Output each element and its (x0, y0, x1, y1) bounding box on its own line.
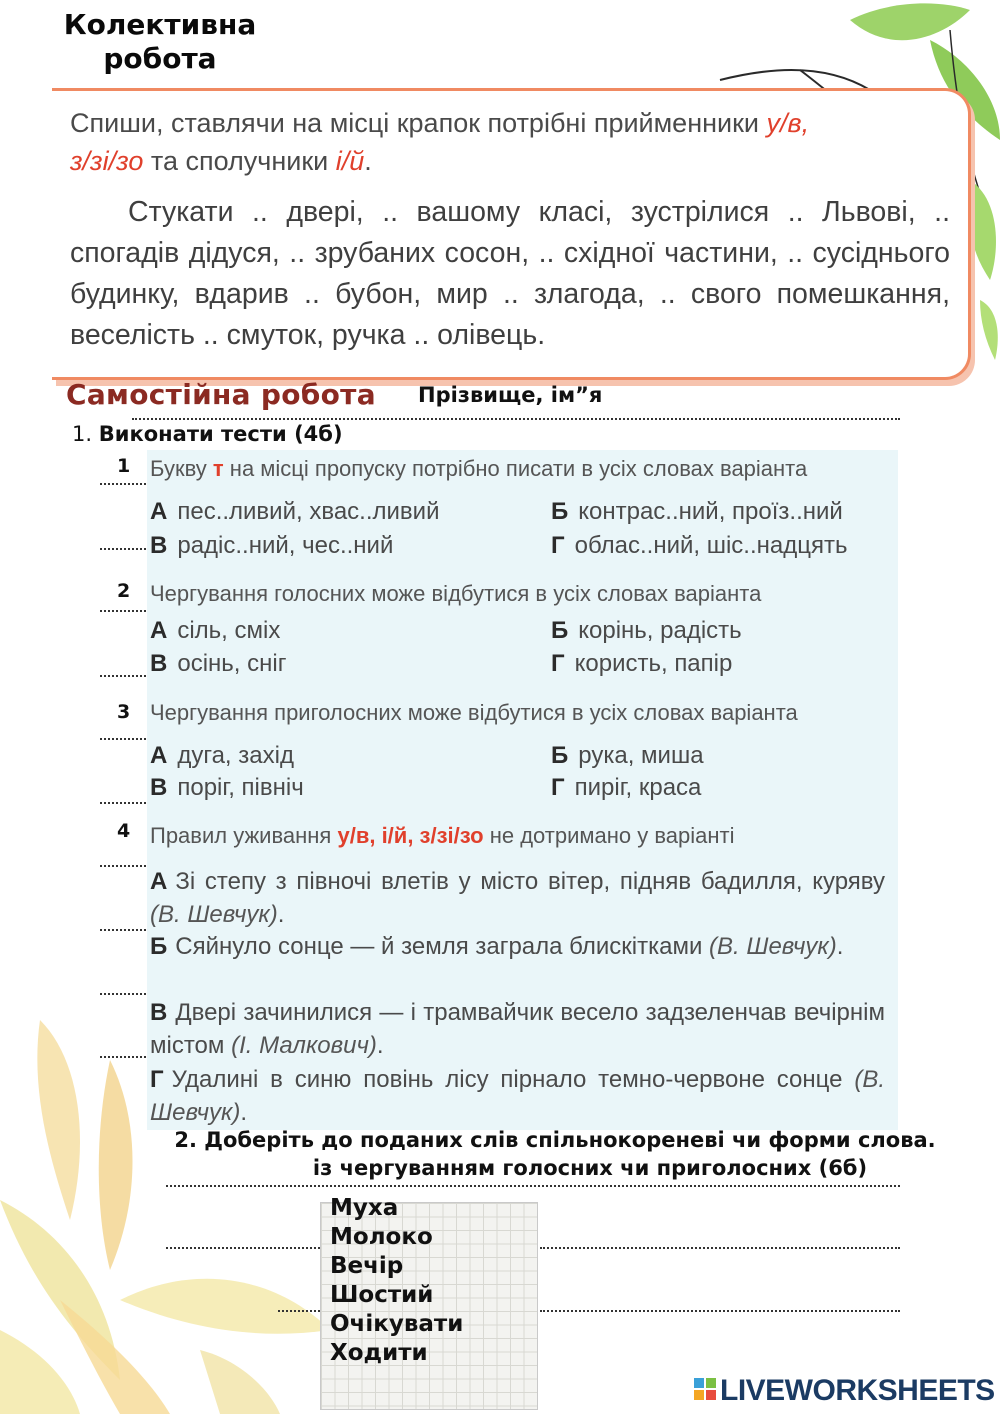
option-letter: Г (551, 650, 565, 677)
liveworksheets-logo-text (720, 1374, 995, 1408)
option-letter: В (150, 532, 168, 559)
answer-line[interactable] (100, 483, 146, 485)
option-v (150, 532, 393, 560)
option-v (150, 774, 304, 802)
option-letter: А (150, 868, 168, 895)
option-letter: Г (551, 774, 565, 801)
answer-line[interactable] (100, 675, 146, 677)
task2-heading-line2: із чергуванням голосних чи приголосних (6б) (312, 1156, 868, 1180)
option-letter: А (150, 617, 168, 644)
option-text: корінь, радість (578, 617, 742, 644)
answer-line[interactable] (100, 548, 146, 550)
word-item: Шостий (330, 1282, 434, 1308)
option-g (150, 1063, 885, 1129)
option-author: (В. Шевчук) (150, 901, 278, 928)
option-text: контрас..ний, проїз..ний (578, 498, 843, 525)
option-letter: Г (551, 532, 565, 559)
option-letter: В (150, 650, 168, 677)
option-letter: А (150, 498, 168, 525)
instruction-text-2: та сполучники (143, 146, 336, 176)
question-highlight: у/в, і/й, з/зі/зо (337, 823, 484, 848)
option-b (551, 498, 843, 526)
option-text: пиріг, краса (574, 774, 702, 801)
instruction-text-3: . (364, 146, 372, 176)
question-number: 3 (117, 701, 131, 723)
card-exercise-text: Стукати .. двері, .. вашому класі, зустрілися .. Львові, .. спогадів дідуся, .. зрубаних сосон, .. східної частини, .. сусіднього будинку, вдарив .. бубон, мир .. злагода, .. свого помешкання, веселість .. смуток, ручка .. олівець. (70, 196, 950, 351)
question-text: Чергування приголосних може відбутися в усіх словах варіанта (150, 700, 798, 725)
task2-answer-line[interactable] (166, 1247, 320, 1249)
option-text: Двері зачинилися — і трамвайчик весело задзеленчав вечірнім містом (150, 999, 885, 1059)
option-g (551, 774, 701, 802)
option-text: поріг, північ (177, 774, 304, 801)
task1-number: 1. (72, 422, 93, 446)
option-letter: Б (551, 742, 569, 769)
option-text: облас..ний, шіс..надцять (574, 532, 848, 559)
task2-heading-line1: 2. Доберіть до поданих слів спільнокореневі чи форми слова. (174, 1128, 936, 1152)
option-author: (В. Шевчук) (709, 933, 837, 960)
option-author: (І. Малкович) (231, 1032, 377, 1059)
option-letter: В (150, 999, 168, 1026)
answer-line[interactable] (100, 610, 146, 612)
option-author: (В. Шевчук) (150, 1066, 885, 1126)
task1-heading (72, 422, 343, 446)
liveworksheets-logo-icon (694, 1378, 716, 1400)
option-text: пес..ливий, хвас..ливий (177, 498, 440, 525)
card-instruction (70, 104, 960, 180)
task2-answer-line[interactable] (540, 1310, 900, 1312)
option-text: користь, папір (574, 650, 733, 677)
option-text: сіль, сміх (177, 617, 281, 644)
option-end: . (376, 1032, 384, 1059)
option-letter: А (150, 742, 168, 769)
option-letter: Б (551, 617, 569, 644)
option-text: осінь, сніг (177, 650, 287, 677)
option-a (150, 742, 294, 770)
task2-answer-line[interactable] (166, 1185, 900, 1187)
word-item: Молоко (330, 1224, 433, 1250)
instruction-highlight-iy: і/й (335, 146, 365, 176)
heading-line-2: робота (103, 42, 217, 75)
word-list (330, 1194, 463, 1368)
word-item: Ходити (330, 1340, 428, 1366)
collective-work-heading (40, 8, 280, 76)
heading-line-1: Колективна (63, 8, 257, 41)
instruction-text: Спиши, ставлячи на місці крапок потрібні прийменники (70, 108, 767, 138)
answer-line[interactable] (100, 1056, 146, 1058)
option-a (150, 498, 439, 526)
question-text: Чергування голосних може відбутися в усіх словах варіанта (150, 581, 762, 606)
answer-line[interactable] (100, 738, 146, 740)
question-text (150, 823, 735, 849)
question-number: 4 (117, 820, 131, 842)
option-b (551, 617, 742, 645)
word-item: Очікувати (330, 1311, 464, 1337)
option-end: . (240, 1099, 248, 1126)
answer-line[interactable] (100, 929, 146, 931)
option-end: . (836, 933, 844, 960)
question-text-part: Правил уживання (150, 823, 338, 848)
option-b (150, 930, 885, 963)
question-highlight: т (212, 456, 224, 481)
option-letter: Б (551, 498, 569, 525)
option-text: Удалині в синю повінь лісу пірнало темно-червоне сонце (171, 1066, 843, 1093)
question-number: 2 (117, 580, 131, 602)
question-text-part: Букву (150, 456, 213, 481)
task2-answer-line[interactable] (278, 1310, 320, 1312)
option-letter: В (150, 774, 168, 801)
option-text: Сяйнуло сонце — й земля заграла блискітками (175, 933, 703, 960)
option-text: Зі степу з півночі влетів у місто вітер, підняв бадилля, куряву (175, 868, 885, 895)
word-item: Муха (330, 1195, 399, 1221)
option-text: рука, миша (578, 742, 704, 769)
option-text: радіс..ний, чес..ний (177, 532, 394, 559)
option-g (551, 532, 847, 560)
name-answer-line[interactable] (132, 418, 900, 420)
instruction-highlight-zzizo: з/зі/зо (70, 146, 144, 176)
task1-label: Виконати тести (4б) (98, 422, 343, 446)
option-a (150, 617, 280, 645)
question-number: 1 (117, 455, 131, 477)
option-letter: Г (150, 1066, 164, 1093)
option-letter: Б (150, 933, 168, 960)
option-g (551, 650, 732, 678)
question-text-part: на місці пропуску потрібно писати в усіх словах варіанта (223, 456, 808, 481)
option-text: дуга, захід (177, 742, 294, 769)
logo-text: LIVEWORKSHEETS (720, 1374, 995, 1407)
instruction-highlight-uv: у/в, (766, 108, 810, 138)
task2-answer-line[interactable] (540, 1247, 900, 1249)
question-text-part: не дотримано у варіанті (483, 823, 735, 848)
question-text (150, 456, 807, 482)
answer-line[interactable] (100, 993, 146, 995)
option-end: . (277, 901, 285, 928)
self-work-title: Самостійна робота (66, 378, 376, 411)
answer-line[interactable] (100, 865, 146, 867)
name-label: Прізвище, ім”я (418, 383, 603, 407)
option-v (150, 650, 286, 678)
option-b (551, 742, 704, 770)
option-v (150, 996, 885, 1062)
option-a (150, 865, 885, 931)
answer-line[interactable] (100, 802, 146, 804)
word-item: Вечір (330, 1253, 404, 1279)
